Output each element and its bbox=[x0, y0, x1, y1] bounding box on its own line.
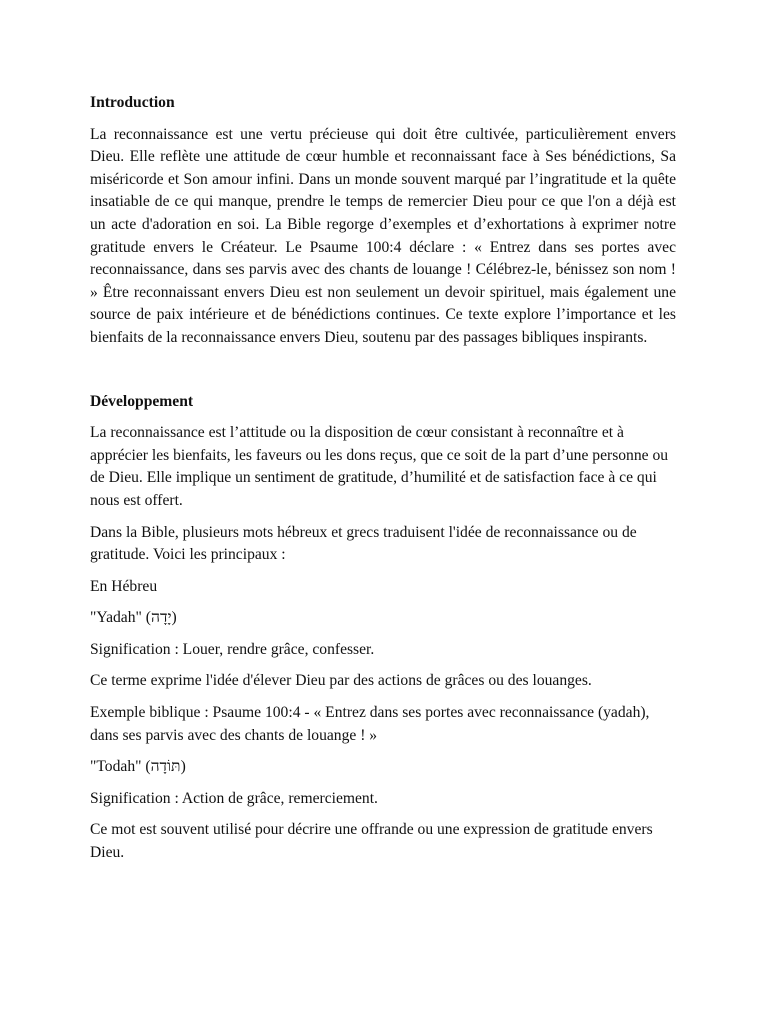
yadah-signification: Signification : Louer, rendre grâce, confesser. bbox=[90, 640, 375, 658]
todah-explanation: Ce mot est souvent utilisé pour décrire une offrande ou une expression de gratitude envers Dieu. bbox=[90, 821, 653, 862]
definition-paragraph: La reconnaissance est l’attitude ou la disposition de cœur consistant à reconnaître et à apprécier les bienfaits, les faveurs ou les dons reçus, que ce soit de la part d’une personne ou de Dieu. Elle implique un sentiment de gratitude, d’humilité et de satisfaction face à ce qui nous est offert. bbox=[90, 424, 669, 509]
todah-signification: Signification : Action de grâce, remerciement. bbox=[90, 789, 378, 807]
yadah-term-close: ) bbox=[171, 609, 177, 627]
yadah-term-label: "Yadah" ( bbox=[90, 609, 151, 627]
hebrew-label: En Hébreu bbox=[90, 577, 158, 595]
yadah-example: Exemple biblique : Psaume 100:4 - « Entrez dans ses portes avec reconnaissance (yadah), dans ses parvis avec des chants de louange ! » bbox=[90, 704, 650, 744]
todah-term-label: "Todah" ( bbox=[90, 758, 151, 776]
developpement-heading: Développement bbox=[90, 392, 194, 410]
intro-words-paragraph: Dans la Bible, plusieurs mots hébreux et grecs traduisent l'idée de reconnaissance ou de gratitude. Voici les principaux : bbox=[90, 523, 637, 564]
yadah-explanation: Ce terme exprime l'idée d'élever Dieu par des actions de grâces ou des louanges. bbox=[90, 672, 592, 690]
todah-hebrew-word: תּוֹדָה bbox=[150, 758, 181, 776]
yadah-hebrew-word: יָדָה bbox=[150, 609, 172, 627]
introduction-heading: Introduction bbox=[90, 94, 175, 111]
section-spacer bbox=[90, 359, 676, 391]
yadah-term bbox=[90, 607, 676, 630]
todah-term bbox=[90, 756, 676, 779]
document-page bbox=[90, 92, 676, 874]
todah-term-close: ) bbox=[180, 758, 186, 776]
introduction-paragraph: La reconnaissance est une vertu précieuse qui doit être cultivée, particulièrement envers Dieu. Elle reflète une attitude de cœur humble et reconnaissant face à Ses bénédictions, Sa miséricorde et Son amour infini. Dans un monde souvent marqué par l’ingratitude et la quête insatiable de ce qui manque, prendre le temps de remercier Dieu pour ce que l'on a déjà est un acte d'adoration en soi. La Bible regorge d’exemples et d’exhortations à exprimer notre gratitude envers le Créateur. Le Psaume 100:4 déclare : « Entrez dans ses portes avec reconnaissance, dans ses parvis avec des chants de louange ! Célébrez-le, bénissez son nom ! » Être reconnaissant envers Dieu est non seulement un devoir spirituel, mais également une source de paix intérieure et de bénédictions continues. Ce texte explore l’importance et les bienfaits de la reconnaissance envers Dieu, soutenu par des passages bibliques inspirants. bbox=[90, 125, 676, 346]
